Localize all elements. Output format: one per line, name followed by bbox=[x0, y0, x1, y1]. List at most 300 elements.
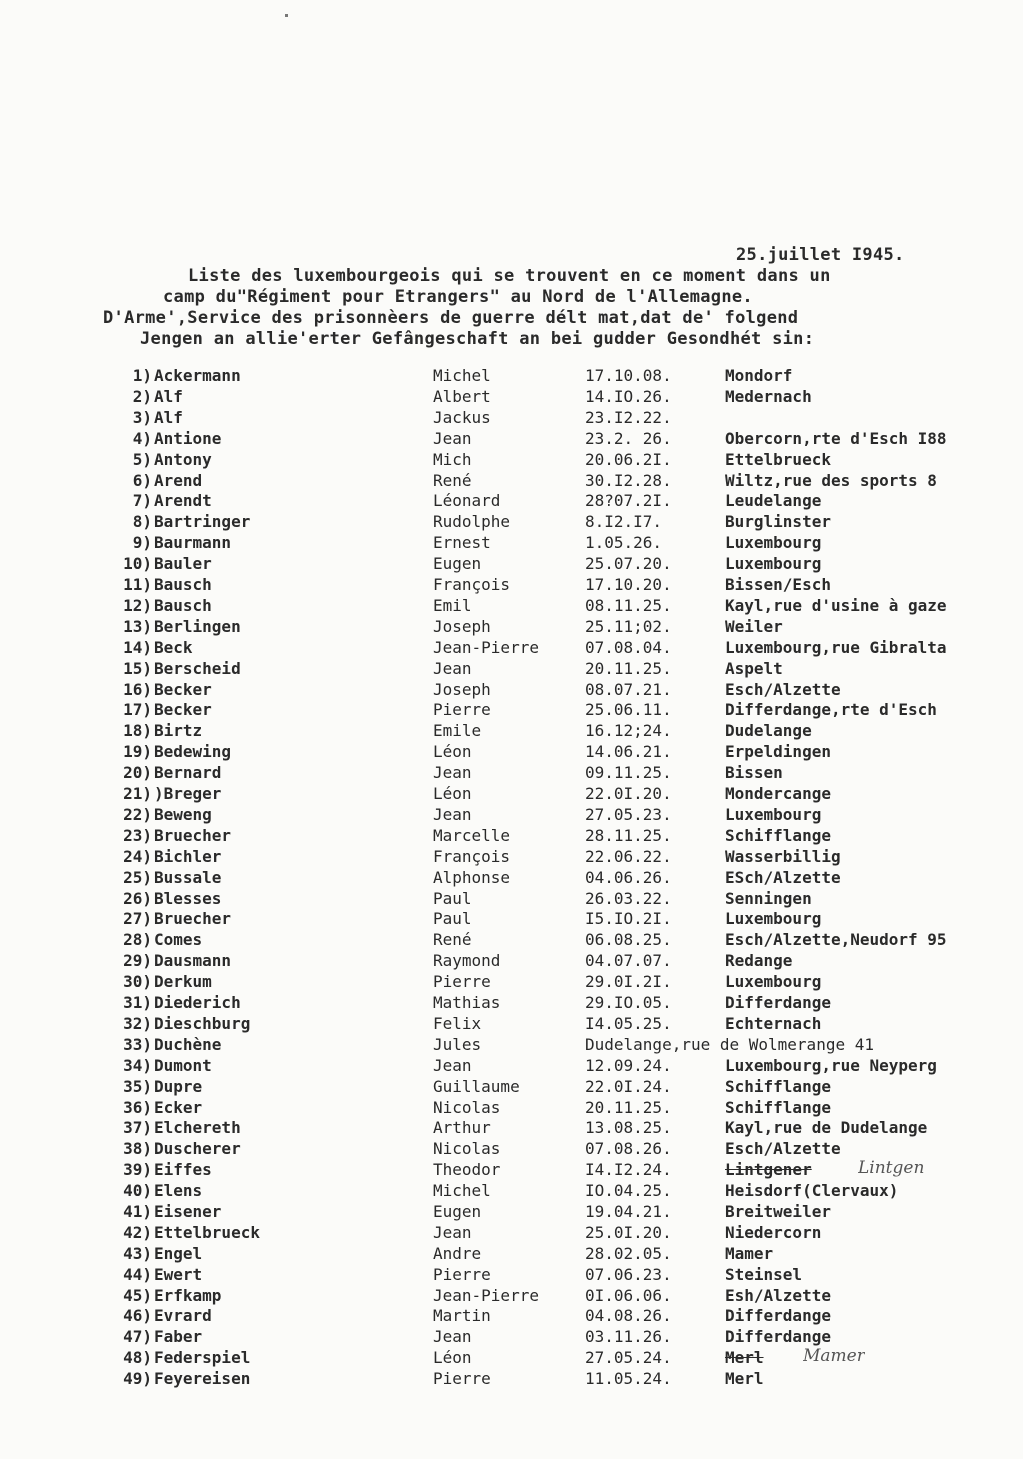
entry-first-name: Alphonse bbox=[433, 868, 511, 887]
handwritten-correction: Lintgen bbox=[858, 1158, 925, 1178]
entry-surname: Berscheid bbox=[154, 659, 241, 678]
entry-place: Niedercorn bbox=[725, 1223, 822, 1242]
entry-first-name: Arthur bbox=[433, 1118, 491, 1137]
list-item bbox=[0, 408, 1023, 429]
entry-first-name: Michel bbox=[433, 1181, 491, 1200]
entry-surname: Bausch bbox=[154, 575, 212, 594]
entry-birth-date: 22.0I.20. bbox=[585, 784, 672, 803]
entry-number: 46) bbox=[123, 1306, 152, 1325]
entry-surname: Dausmann bbox=[154, 951, 232, 970]
list-item bbox=[0, 512, 1023, 533]
entry-place: Esh/Alzette bbox=[725, 1286, 831, 1305]
handwritten-correction: Mamer bbox=[803, 1346, 865, 1366]
entry-number: 25) bbox=[123, 868, 152, 887]
entry-number: 13) bbox=[123, 617, 152, 636]
entry-place: Lintgener bbox=[725, 1160, 812, 1179]
entry-number: 10) bbox=[123, 554, 152, 573]
entry-number: 30) bbox=[123, 972, 152, 991]
list-item bbox=[0, 471, 1023, 492]
entry-birth-date: 25.07.20. bbox=[585, 554, 672, 573]
entry-number: 34) bbox=[123, 1056, 152, 1075]
entry-place: Luxembourg bbox=[725, 533, 822, 552]
entry-first-name: Michel bbox=[433, 366, 491, 385]
entry-surname: Bichler bbox=[154, 847, 222, 866]
list-item bbox=[0, 700, 1023, 721]
entry-first-name: Pierre bbox=[433, 700, 491, 719]
entry-birth-date: 17.10.08. bbox=[585, 366, 672, 385]
entry-first-name: Raymond bbox=[433, 951, 501, 970]
list-item bbox=[0, 1160, 1023, 1181]
entry-first-name: Jean bbox=[433, 763, 472, 782]
entry-surname: Bartringer bbox=[154, 512, 251, 531]
entry-birth-date: 29.0I.2I. bbox=[585, 972, 672, 991]
entry-place: Luxembourg bbox=[725, 972, 822, 991]
entry-birth-date: 19.04.21. bbox=[585, 1202, 672, 1221]
entry-number: 18) bbox=[123, 721, 152, 740]
entry-birth-date: IO.04.25. bbox=[585, 1181, 672, 1200]
list-item bbox=[0, 1139, 1023, 1160]
entry-birth-date: Dudelange,rue de Wolmerange 41 bbox=[585, 1035, 874, 1054]
entry-surname: Becker bbox=[154, 700, 212, 719]
list-item bbox=[0, 868, 1023, 889]
entry-place: Luxembourg,rue Gibralta bbox=[725, 638, 947, 657]
entry-first-name: Felix bbox=[433, 1014, 482, 1033]
entry-birth-date: 20.11.25. bbox=[585, 659, 672, 678]
list-item bbox=[0, 1077, 1023, 1098]
entry-place: Redange bbox=[725, 951, 793, 970]
entry-birth-date: 25.11;02. bbox=[585, 617, 672, 636]
entry-first-name: Mathias bbox=[433, 993, 501, 1012]
entry-first-name: François bbox=[433, 575, 511, 594]
list-item bbox=[0, 763, 1023, 784]
entry-place: Mondercange bbox=[725, 784, 831, 803]
entry-birth-date: 30.I2.28. bbox=[585, 471, 672, 490]
entry-birth-date: 07.08.04. bbox=[585, 638, 672, 657]
entry-surname: Comes bbox=[154, 930, 203, 949]
entry-number: 45) bbox=[123, 1286, 152, 1305]
entry-birth-date: 25.0I.20. bbox=[585, 1223, 672, 1242]
entry-number: 48) bbox=[123, 1348, 152, 1367]
list-item bbox=[0, 638, 1023, 659]
list-item bbox=[0, 1014, 1023, 1035]
entry-first-name: Theodor bbox=[433, 1160, 501, 1179]
entry-surname: Engel bbox=[154, 1244, 203, 1263]
list-item bbox=[0, 680, 1023, 701]
entry-first-name: Jean bbox=[433, 1223, 472, 1242]
entry-number: 9) bbox=[132, 533, 152, 552]
entry-birth-date: 0I.06.06. bbox=[585, 1286, 672, 1305]
list-item bbox=[0, 1035, 1023, 1056]
entry-number: 42) bbox=[123, 1223, 152, 1242]
entry-surname: Antione bbox=[154, 429, 222, 448]
entry-place: Heisdorf(Clervaux) bbox=[725, 1181, 899, 1200]
entry-first-name: René bbox=[433, 471, 472, 490]
entry-number: 16) bbox=[123, 680, 152, 699]
entry-place: Dudelange bbox=[725, 721, 812, 740]
entry-place: Schifflange bbox=[725, 1098, 831, 1117]
entry-number: 2) bbox=[132, 387, 152, 406]
entry-birth-date: 07.06.23. bbox=[585, 1265, 672, 1284]
entry-place: Differdange bbox=[725, 1327, 831, 1346]
entry-birth-date: I4.I2.24. bbox=[585, 1160, 672, 1179]
list-item bbox=[0, 1327, 1023, 1348]
entry-place: Obercorn,rte d'Esch I88 bbox=[725, 429, 947, 448]
entry-place: Luxembourg bbox=[725, 909, 822, 928]
entry-first-name: Jean-Pierre bbox=[433, 638, 539, 657]
entry-surname: Eisener bbox=[154, 1202, 222, 1221]
entry-first-name: Joseph bbox=[433, 617, 491, 636]
list-item bbox=[0, 1265, 1023, 1286]
entry-birth-date: 11.05.24. bbox=[585, 1369, 672, 1388]
entry-place: Aspelt bbox=[725, 659, 783, 678]
list-item bbox=[0, 909, 1023, 930]
entry-first-name: Léon bbox=[433, 742, 472, 761]
entry-first-name: Marcelle bbox=[433, 826, 511, 845]
entry-place: ESch/Alzette bbox=[725, 868, 841, 887]
entry-first-name: Jean-Pierre bbox=[433, 1286, 539, 1305]
list-item bbox=[0, 993, 1023, 1014]
entry-birth-date: 14.IO.26. bbox=[585, 387, 672, 406]
list-item bbox=[0, 1202, 1023, 1223]
list-item bbox=[0, 617, 1023, 638]
entry-first-name: Paul bbox=[433, 909, 472, 928]
entry-surname: )Breger bbox=[154, 784, 222, 803]
list-item bbox=[0, 387, 1023, 408]
entry-birth-date: 13.08.25. bbox=[585, 1118, 672, 1137]
entry-first-name: Paul bbox=[433, 889, 472, 908]
scan-speck bbox=[285, 14, 288, 17]
entry-surname: Beck bbox=[154, 638, 193, 657]
entry-place: Kayl,rue d'usine à gaze bbox=[725, 596, 947, 615]
entry-first-name: Nicolas bbox=[433, 1098, 501, 1117]
list-item bbox=[0, 742, 1023, 763]
entry-surname: Feyereisen bbox=[154, 1369, 251, 1388]
intro-line-4: Jengen an allie'erter Gefângeschaft an bei gudder Gesondhét sin: bbox=[140, 329, 815, 349]
entry-surname: Alf bbox=[154, 408, 183, 427]
list-item bbox=[0, 805, 1023, 826]
entry-first-name: René bbox=[433, 930, 472, 949]
entry-birth-date: 28?07.2I. bbox=[585, 491, 672, 510]
entry-birth-date: 14.06.21. bbox=[585, 742, 672, 761]
entry-birth-date: 25.06.11. bbox=[585, 700, 672, 719]
entry-surname: Eiffes bbox=[154, 1160, 212, 1179]
list-item bbox=[0, 784, 1023, 805]
entry-surname: Baurmann bbox=[154, 533, 232, 552]
entry-number: 24) bbox=[123, 847, 152, 866]
entry-place: Merl bbox=[725, 1369, 764, 1388]
entry-birth-date: 23.2. 26. bbox=[585, 429, 672, 448]
entry-birth-date: 27.05.24. bbox=[585, 1348, 672, 1367]
entry-number: 47) bbox=[123, 1327, 152, 1346]
entry-surname: Bruecher bbox=[154, 826, 232, 845]
entry-surname: Alf bbox=[154, 387, 183, 406]
entry-surname: Elchereth bbox=[154, 1118, 241, 1137]
list-item bbox=[0, 1369, 1023, 1390]
entry-first-name: Eugen bbox=[433, 554, 482, 573]
entry-surname: Ecker bbox=[154, 1098, 203, 1117]
entry-surname: Berlingen bbox=[154, 617, 241, 636]
entry-place: Burglinster bbox=[725, 512, 831, 531]
entry-place: Bissen bbox=[725, 763, 783, 782]
entry-number: 33) bbox=[123, 1035, 152, 1054]
entry-place: Mamer bbox=[725, 1244, 774, 1263]
entry-number: 14) bbox=[123, 638, 152, 657]
entry-number: 49) bbox=[123, 1369, 152, 1388]
entry-number: 5) bbox=[132, 450, 152, 469]
entry-number: 12) bbox=[123, 596, 152, 615]
entry-first-name: Guillaume bbox=[433, 1077, 520, 1096]
list-item bbox=[0, 491, 1023, 512]
entry-number: 21) bbox=[123, 784, 152, 803]
entry-place: Luxembourg bbox=[725, 805, 822, 824]
entry-place: Leudelange bbox=[725, 491, 822, 510]
entry-first-name: Joseph bbox=[433, 680, 491, 699]
entry-first-name: Léonard bbox=[433, 491, 501, 510]
entry-place: Differdange bbox=[725, 993, 831, 1012]
entry-number: 32) bbox=[123, 1014, 152, 1033]
entry-place: Breitweiler bbox=[725, 1202, 831, 1221]
entry-birth-date: 16.12;24. bbox=[585, 721, 672, 740]
entry-number: 29) bbox=[123, 951, 152, 970]
entry-first-name: Ernest bbox=[433, 533, 491, 552]
entry-birth-date: I5.IO.2I. bbox=[585, 909, 672, 928]
entry-number: 3) bbox=[132, 408, 152, 427]
list-item bbox=[0, 826, 1023, 847]
entry-number: 22) bbox=[123, 805, 152, 824]
entry-birth-date: I4.05.25. bbox=[585, 1014, 672, 1033]
entry-place: Medernach bbox=[725, 387, 812, 406]
entry-birth-date: 17.10.20. bbox=[585, 575, 672, 594]
entry-birth-date: 28.11.25. bbox=[585, 826, 672, 845]
entry-number: 43) bbox=[123, 1244, 152, 1263]
entry-number: 41) bbox=[123, 1202, 152, 1221]
entry-surname: Bedewing bbox=[154, 742, 232, 761]
entry-place: Wasserbillig bbox=[725, 847, 841, 866]
entry-surname: Arend bbox=[154, 471, 203, 490]
entry-place: Esch/Alzette bbox=[725, 1139, 841, 1158]
entry-place: Esch/Alzette,Neudorf 95 bbox=[725, 930, 947, 949]
entry-birth-date: 22.0I.24. bbox=[585, 1077, 672, 1096]
entry-first-name: Eugen bbox=[433, 1202, 482, 1221]
entry-first-name: Rudolphe bbox=[433, 512, 511, 531]
entry-surname: Federspiel bbox=[154, 1348, 251, 1367]
entry-number: 38) bbox=[123, 1139, 152, 1158]
intro-line-2: camp du"Régiment pour Etrangers" au Nord de l'Allemagne. bbox=[163, 287, 753, 307]
entry-number: 37) bbox=[123, 1118, 152, 1137]
entry-surname: Bernard bbox=[154, 763, 222, 782]
entry-number: 23) bbox=[123, 826, 152, 845]
entry-birth-date: 22.06.22. bbox=[585, 847, 672, 866]
entry-number: 11) bbox=[123, 575, 152, 594]
list-item bbox=[0, 533, 1023, 554]
entry-surname: Bruecher bbox=[154, 909, 232, 928]
list-item bbox=[0, 1181, 1023, 1202]
entry-place: Esch/Alzette bbox=[725, 680, 841, 699]
list-item bbox=[0, 930, 1023, 951]
entry-number: 44) bbox=[123, 1265, 152, 1284]
entry-number: 1) bbox=[132, 366, 152, 385]
entry-birth-date: 03.11.26. bbox=[585, 1327, 672, 1346]
entry-surname: Faber bbox=[154, 1327, 203, 1346]
entry-place: Wiltz,rue des sports 8 bbox=[725, 471, 937, 490]
entry-surname: Duchène bbox=[154, 1035, 222, 1054]
entry-place: Erpeldingen bbox=[725, 742, 831, 761]
entry-number: 39) bbox=[123, 1160, 152, 1179]
entry-birth-date: 04.07.07. bbox=[585, 951, 672, 970]
entry-surname: Antony bbox=[154, 450, 212, 469]
entry-birth-date: 04.06.26. bbox=[585, 868, 672, 887]
entry-surname: Dumont bbox=[154, 1056, 212, 1075]
entry-surname: Bussale bbox=[154, 868, 222, 887]
list-item bbox=[0, 366, 1023, 387]
entry-place: Mondorf bbox=[725, 366, 793, 385]
entry-first-name: Albert bbox=[433, 387, 491, 406]
entry-place: Luxembourg bbox=[725, 554, 822, 573]
entry-first-name: Emile bbox=[433, 721, 482, 740]
entry-birth-date: 08.07.21. bbox=[585, 680, 672, 699]
intro-line-3: D'Arme',Service des prisonnèers de guerre délt mat,dat de' folgend bbox=[103, 308, 799, 328]
entry-birth-date: 1.05.26. bbox=[585, 533, 663, 552]
entry-surname: Erfkamp bbox=[154, 1286, 222, 1305]
entry-number: 4) bbox=[132, 429, 152, 448]
entry-birth-date: 20.11.25. bbox=[585, 1098, 672, 1117]
entry-first-name: Nicolas bbox=[433, 1139, 501, 1158]
entry-place: Kayl,rue de Dudelange bbox=[725, 1118, 928, 1137]
entry-place: Ettelbrueck bbox=[725, 450, 831, 469]
entry-surname: Dieschburg bbox=[154, 1014, 251, 1033]
entry-first-name: Emil bbox=[433, 596, 472, 615]
entry-surname: Beweng bbox=[154, 805, 212, 824]
entry-surname: Bausch bbox=[154, 596, 212, 615]
entry-first-name: Léon bbox=[433, 784, 472, 803]
entry-first-name: Jean bbox=[433, 1056, 472, 1075]
list-item bbox=[0, 951, 1023, 972]
list-item bbox=[0, 596, 1023, 617]
list-item bbox=[0, 847, 1023, 868]
list-item bbox=[0, 554, 1023, 575]
entry-surname: Derkum bbox=[154, 972, 212, 991]
entry-first-name: Pierre bbox=[433, 1265, 491, 1284]
entry-number: 15) bbox=[123, 659, 152, 678]
entry-birth-date: 06.08.25. bbox=[585, 930, 672, 949]
entry-place: Differdange bbox=[725, 1306, 831, 1325]
entry-birth-date: 29.IO.05. bbox=[585, 993, 672, 1012]
list-item bbox=[0, 889, 1023, 910]
entry-number: 28) bbox=[123, 930, 152, 949]
entry-surname: Ackermann bbox=[154, 366, 241, 385]
list-item bbox=[0, 1286, 1023, 1307]
entry-number: 40) bbox=[123, 1181, 152, 1200]
entry-place: Echternach bbox=[725, 1014, 822, 1033]
entry-birth-date: 12.09.24. bbox=[585, 1056, 672, 1075]
entry-birth-date: 8.I2.I7. bbox=[585, 512, 663, 531]
entry-first-name: Jean bbox=[433, 1327, 472, 1346]
list-item bbox=[0, 972, 1023, 993]
entry-surname: Elens bbox=[154, 1181, 203, 1200]
entry-place: Steinsel bbox=[725, 1265, 803, 1284]
entry-number: 6) bbox=[132, 471, 152, 490]
entry-first-name: Andre bbox=[433, 1244, 482, 1263]
entry-place: Weiler bbox=[725, 617, 783, 636]
entry-surname: Bauler bbox=[154, 554, 212, 573]
entry-surname: Blesses bbox=[154, 889, 222, 908]
entry-surname: Ewert bbox=[154, 1265, 203, 1284]
entry-number: 7) bbox=[132, 491, 152, 510]
entry-number: 8) bbox=[132, 512, 152, 531]
entry-surname: Arendt bbox=[154, 491, 212, 510]
list-item bbox=[0, 450, 1023, 471]
list-item bbox=[0, 1244, 1023, 1265]
entry-first-name: Pierre bbox=[433, 1369, 491, 1388]
list-item bbox=[0, 659, 1023, 680]
list-item bbox=[0, 1306, 1023, 1327]
entry-number: 35) bbox=[123, 1077, 152, 1096]
entry-place: Schifflange bbox=[725, 826, 831, 845]
entry-first-name: Jean bbox=[433, 429, 472, 448]
list-item bbox=[0, 1118, 1023, 1139]
list-item bbox=[0, 1098, 1023, 1119]
list-item bbox=[0, 575, 1023, 596]
entry-first-name: Jules bbox=[433, 1035, 482, 1054]
entry-birth-date: 27.05.23. bbox=[585, 805, 672, 824]
entry-place: Luxembourg,rue Neyperg bbox=[725, 1056, 937, 1075]
entry-first-name: Léon bbox=[433, 1348, 472, 1367]
list-item bbox=[0, 429, 1023, 450]
entry-place: Bissen/Esch bbox=[725, 575, 831, 594]
list-item bbox=[0, 1348, 1023, 1369]
entry-surname: Diederich bbox=[154, 993, 241, 1012]
entry-surname: Duscherer bbox=[154, 1139, 241, 1158]
entry-place: Senningen bbox=[725, 889, 812, 908]
list-item bbox=[0, 721, 1023, 742]
entry-surname: Birtz bbox=[154, 721, 203, 740]
entry-first-name: Jean bbox=[433, 659, 472, 678]
entry-first-name: François bbox=[433, 847, 511, 866]
entry-number: 20) bbox=[123, 763, 152, 782]
entry-place: Merl bbox=[725, 1348, 764, 1367]
list-item bbox=[0, 1223, 1023, 1244]
entry-first-name: Pierre bbox=[433, 972, 491, 991]
entry-number: 27) bbox=[123, 909, 152, 928]
entry-birth-date: 07.08.26. bbox=[585, 1139, 672, 1158]
entry-place: Differdange,rte d'Esch bbox=[725, 700, 937, 719]
entry-birth-date: 20.06.2I. bbox=[585, 450, 672, 469]
entry-birth-date: 26.03.22. bbox=[585, 889, 672, 908]
document-date: 25.juillet I945. bbox=[736, 245, 905, 265]
entry-number: 17) bbox=[123, 700, 152, 719]
entry-first-name: Jean bbox=[433, 805, 472, 824]
entry-birth-date: 08.11.25. bbox=[585, 596, 672, 615]
entry-birth-date: 09.11.25. bbox=[585, 763, 672, 782]
entry-birth-date: 28.02.05. bbox=[585, 1244, 672, 1263]
entry-surname: Evrard bbox=[154, 1306, 212, 1325]
entry-surname: Ettelbrueck bbox=[154, 1223, 260, 1242]
entry-number: 36) bbox=[123, 1098, 152, 1117]
entry-place: Schifflange bbox=[725, 1077, 831, 1096]
entry-birth-date: 23.I2.22. bbox=[585, 408, 672, 427]
entry-surname: Becker bbox=[154, 680, 212, 699]
list-item bbox=[0, 1056, 1023, 1077]
entry-surname: Dupre bbox=[154, 1077, 203, 1096]
entry-number: 26) bbox=[123, 889, 152, 908]
entry-first-name: Martin bbox=[433, 1306, 491, 1325]
intro-line-1: Liste des luxembourgeois qui se trouvent en ce moment dans un bbox=[188, 266, 831, 286]
entry-first-name: Jackus bbox=[433, 408, 491, 427]
entry-first-name: Mich bbox=[433, 450, 472, 469]
entry-birth-date: 04.08.26. bbox=[585, 1306, 672, 1325]
entry-number: 19) bbox=[123, 742, 152, 761]
entry-number: 31) bbox=[123, 993, 152, 1012]
